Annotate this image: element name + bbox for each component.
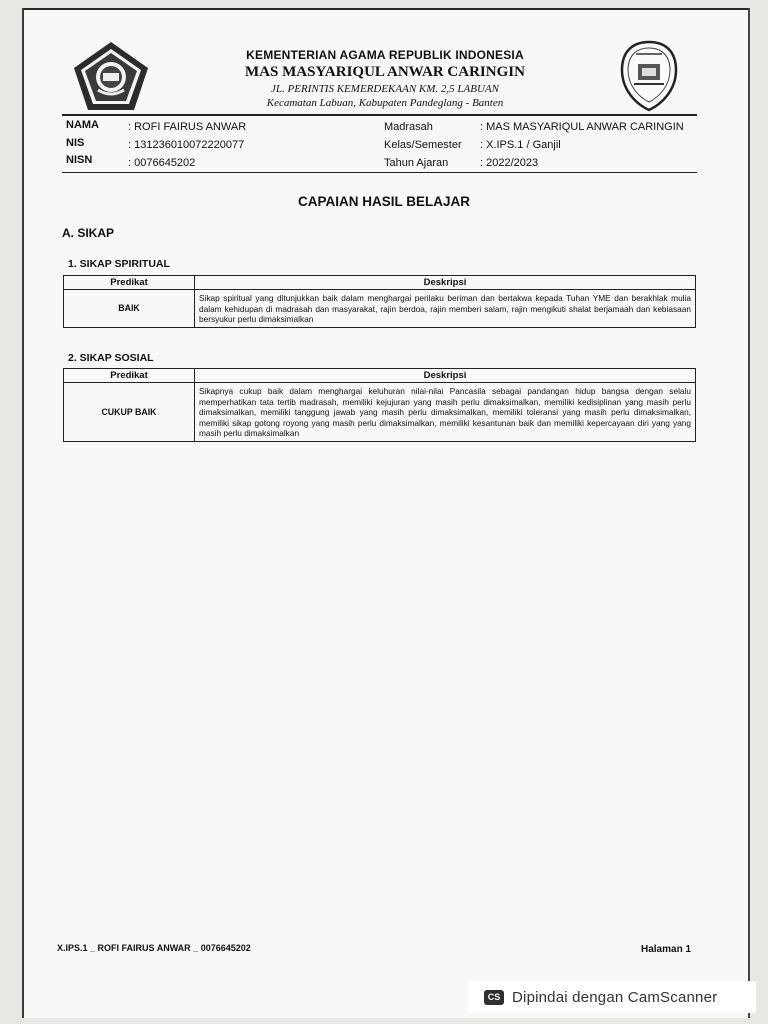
school-address: JL. PERINTIS KEMERDEKAAN KM. 2,5 LABUAN	[271, 83, 499, 95]
letterhead	[160, 48, 610, 109]
label-nis: NIS	[66, 137, 85, 149]
footer-page-number: Halaman 1	[641, 944, 692, 955]
subheading-sosial: 2. SIKAP SOSIAL	[68, 352, 154, 364]
table-row	[64, 383, 696, 442]
ministry-emblem-logo	[70, 40, 152, 112]
footer-student-id: X.IPS.1 _ ROFI FAIRUS ANWAR _ 0076645202	[57, 943, 251, 953]
subheading-spiritual: 1. SIKAP SPIRITUAL	[68, 258, 170, 270]
camscanner-watermark	[468, 981, 756, 1013]
value-nisn: : 0076645202	[128, 157, 196, 169]
label-madrasah: Madrasah	[384, 121, 433, 133]
ministry-name: KEMENTERIAN AGAMA REPUBLIK INDONESIA	[246, 48, 524, 62]
label-kelas: Kelas/Semester	[384, 139, 462, 151]
table-row	[64, 290, 696, 328]
col-predikat: Predikat	[64, 276, 195, 290]
value-nis: : 131236010072220077	[128, 139, 245, 151]
page-title: CAPAIAN HASIL BELAJAR	[297, 194, 470, 209]
sosial-table	[63, 368, 696, 442]
spiritual-table	[63, 275, 696, 328]
table-header-row	[64, 276, 696, 290]
school-seal-logo	[618, 40, 680, 112]
info-divider	[62, 172, 697, 173]
label-nisn: NISN	[66, 154, 93, 166]
value-madrasah: : MAS MASYARIQUL ANWAR CARINGIN	[480, 121, 684, 133]
deskripsi-sosial: Sikapnya cukup baik dalam menghargai keluhuran nilai-nilai Pancasila sebagai pandangan hidup bangsa dengan selalu memperhatikan tata tertib madrasah, memiliki kejujuran yang masih perlu dimaksimalkan, memiliki kedisiplinan yang masih perlu dimaksimalkan, memiliki tanggung jawab yang masih perlu dimaksimalkan, memiliki toleransi yang masih perlu dimaksimalkan, memiliki sikap gotong royong yang masih perlu dimaksimalkan, memiliki kesantunan baik dan memiliki kepercayaan diri yang yang masih perlu dimaksimalkan	[195, 383, 696, 442]
col-deskripsi: Deskripsi	[195, 276, 696, 290]
value-tahun: : 2022/2023	[480, 157, 539, 169]
col-predikat: Predikat	[64, 369, 195, 383]
school-district: Kecamatan Labuan, Kabupaten Pandeglang - Banten	[266, 97, 504, 109]
camscanner-text: Dipindai dengan CamScanner	[512, 988, 718, 1006]
deskripsi-spiritual: Sikap spiritual yang ditunjukkan baik dalam menghargai perilaku beriman dan bertakwa kepada Tuhan YME dan berakhlak mulia dalam kehidupan di madrasah dan masyarakat, rajin berdoa, rajin memberi salam, rajin mengikuti shalat berjamaah dan kebiasaan bersyukur perlu dimaksimalkan	[195, 290, 696, 328]
col-deskripsi: Deskripsi	[195, 369, 696, 383]
label-tahun: Tahun Ajaran	[384, 157, 449, 169]
school-name: MAS MASYARIQUL ANWAR CARINGIN	[245, 64, 525, 80]
header-divider	[62, 114, 697, 116]
camscanner-icon: CS	[484, 990, 504, 1005]
predikat-sosial: CUKUP BAIK	[64, 383, 195, 442]
value-kelas: : X.IPS.1 / Ganjil	[480, 139, 561, 151]
table-header-row	[64, 369, 696, 383]
value-nama: : ROFI FAIRUS ANWAR	[128, 121, 247, 133]
section-heading-sikap: A. SIKAP	[62, 226, 115, 240]
label-nama: NAMA	[66, 119, 99, 131]
predikat-spiritual: BAIK	[64, 290, 195, 328]
